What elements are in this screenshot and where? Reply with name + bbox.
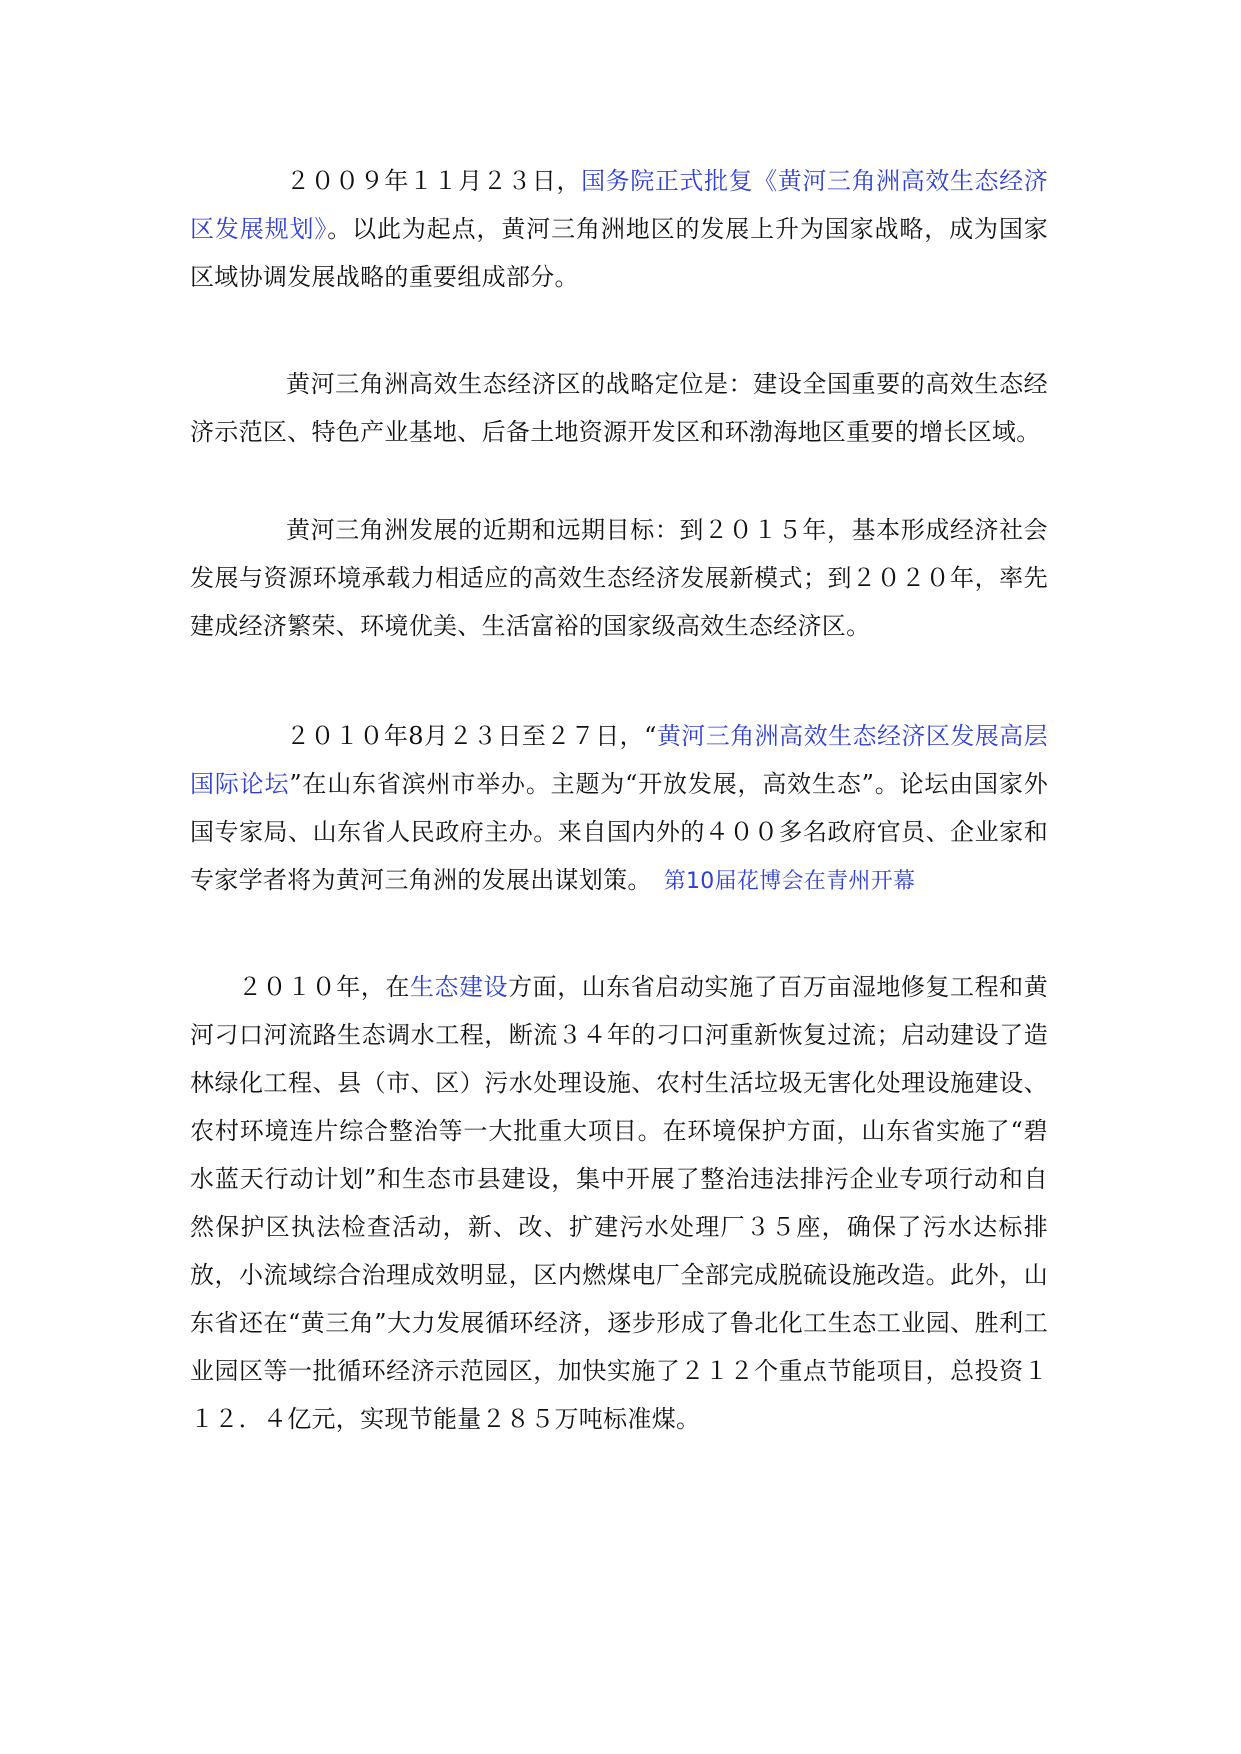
approval-body-text: 。以此为起点，黄河三角洲地区的发展上升为国家战略，成为国家区域协调发展战略的重要组成部分。 — [190, 215, 1048, 291]
forum-date-text: ２０１０年8月２３日至２７日，“ — [286, 722, 657, 750]
ecology-body-text: 方面，山东省启动实施了百万亩湿地修复工程和黄河刁口河流路生态调水工程，断流３４年的刁口河重新恢复过流；启动建设了造林绿化工程、县（市、区）污水处理设施、农村生活垃圾无害化处理设施建设、农村环境连片综合整治等一大批重大项目。在环境保护方面，山东省实施了“碧水蓝天行动计划”和生态市县建设，集中开展了整治违法排污企业专项行动和自然保护区执法检查活动，新、改、扩建污水处理厂３５座，确保了污水达标排放，小流域综合治理成效明显，区内燃煤电厂全部完成脱硫设施改造。此外，山东省还在“黄三角”大力发展循环经济，逐步形成了鲁北化工生态工业园、胜利工业园区等一批循环经济示范园区，加快实施了２１２个重点节能项目，总投资１１２．４亿元，实现节能量２８５万吨标准煤。 — [190, 973, 1048, 1433]
ecology-construction-link[interactable]: 生态建设 — [409, 973, 509, 1001]
approval-date-text: ２００９年１１月２３日， — [286, 167, 582, 195]
flower-expo-news-link[interactable]: 第10届花博会在青州开幕 — [663, 869, 916, 894]
forum-link[interactable]: 黄河三角洲高效生态经济区发展高层国际论坛 — [190, 722, 1048, 798]
paragraph-forum — [190, 712, 1048, 906]
goals-text: 黄河三角洲发展的近期和远期目标：到２０１５年，基本形成经济社会发展与资源环境承载力相适应的高效生态经济发展新模式；到２０２０年，率先建成经济繁荣、环境优美、生活富裕的国家级高效生态经济区。 — [190, 516, 1048, 640]
paragraph-ecology — [190, 963, 1048, 1443]
paragraph-approval — [190, 157, 1048, 301]
ecology-intro-text: ２０１０年，在 — [238, 973, 410, 1001]
paragraph-goals — [190, 506, 1048, 650]
plan-approval-link[interactable]: 国务院正式批复《黄河三角洲高效生态经济区发展规划》 — [190, 167, 1048, 243]
paragraph-positioning — [190, 360, 1048, 456]
positioning-text: 黄河三角洲高效生态经济区的战略定位是：建设全国重要的高效生态经济示范区、特色产业基地、后备土地资源开发区和环渤海地区重要的增长区域。 — [190, 370, 1048, 446]
forum-body-text: ”在山东省滨州市举办。主题为“开放发展，高效生态”。论坛由国家外国专家局、山东省人民政府主办。来自国内外的４００多名政府官员、企业家和专家学者将为黄河三角洲的发展出谋划策。 — [190, 770, 1049, 894]
